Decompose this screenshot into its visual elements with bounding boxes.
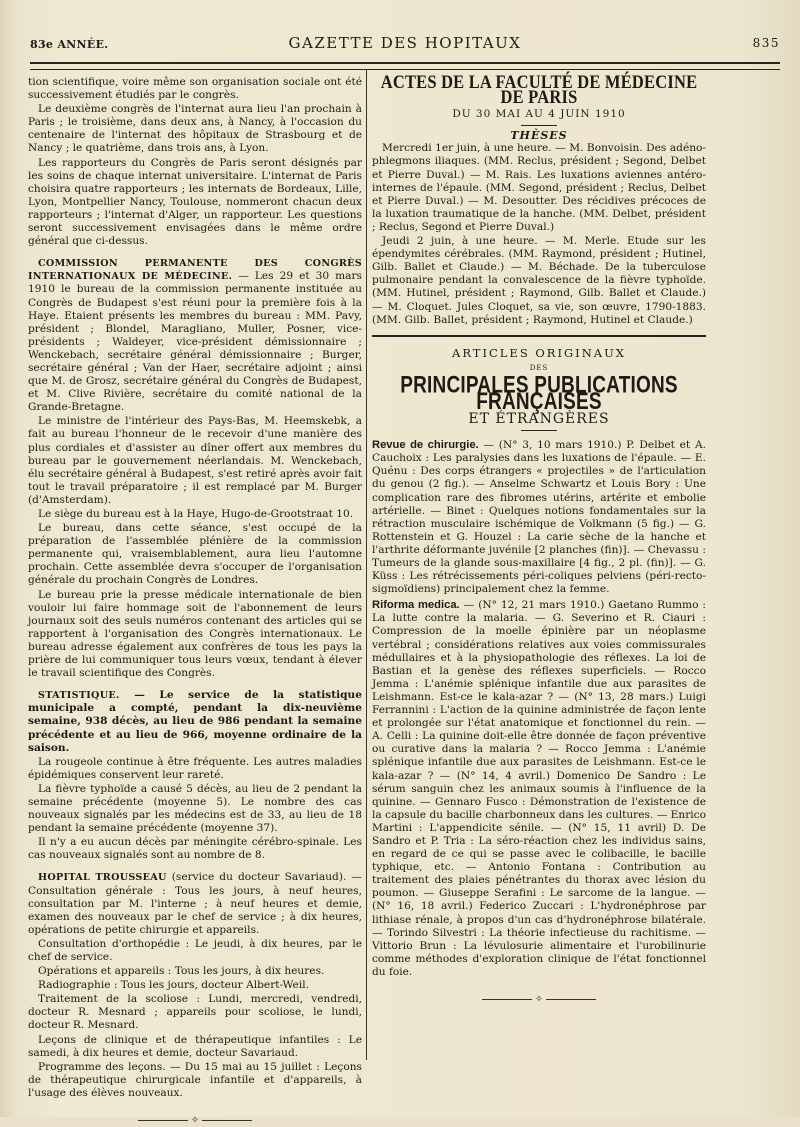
paragraph: Il n'y a eu aucun décès par méningite cérébro-spinale. Les cas nouveaux signalés sont au nombre de 8.: [28, 836, 362, 862]
paragraph: Programme des leçons. — Du 15 mai au 15 juillet : Leçons de thérapeutique chirurgicale infantile et d'appareils, à l'usage des élèves nouveaux.: [28, 1060, 362, 1099]
section-heading: HOPITAL TROUSSEAU: [38, 872, 167, 884]
page-header: [30, 32, 780, 58]
paragraph: Leçons de clinique et de thérapeutique infantiles : Le samedi, à dix heures et demie, docteur Savariaud.: [28, 1033, 362, 1059]
theses-wednesday: Mercredi 1er juin, à une heure. — M. Bonvoisin. Des adéno-phlegmons iliaques. (MM. Reclus, président ; Segond, Delbet et Pierre Duval.) — M. Rais. Les luxations aviennes antéro-internes de l'épaule. (MM. Segond, président ; Reclus, Delbet et Pierre Duval.) — M. Desoutter. Des récidives précoces de la luxation traumatique de la hanche. (MM. Delbet, président ; Reclus, Segond et Pierre Duval.): [372, 142, 706, 233]
journal-name: Riforma medica.: [372, 599, 460, 612]
theses-thursday: Jeudi 2 juin, à une heure. — M. Merle. Etude sur les épendymites cérébrales. (MM. Raymond, président ; Hutinel, Gilb. Ballet et Claude.) — M. Béchade. De la tuberculose pulmonaire pendant la convalescence de la fièvre typhoïde. (MM. Hutinel, président ; Raymond, Gilb. Ballet et Claude.) — M. Cloquet. Jules Cloquet, sa vie, son œuvre, 1790-1883. (MM. Gilb. Ballet, président ; Raymond, Hutinel et Claude.): [372, 235, 706, 326]
articles-des: DES: [529, 363, 549, 372]
short-rule: [521, 125, 557, 126]
riforma-medica-entry: [372, 599, 706, 979]
hopital-section: [28, 871, 362, 936]
issue-year: 83e ANNÉE.: [30, 38, 109, 51]
section-heading: COMMISSION PERMANENTE DES CONGRÈS INTERNATIONAUX DE MÉDECINE.: [28, 258, 362, 283]
section-text: — Les 29 et 30 mars 1910 le bureau de la commission permanente instituée au Congrès de Budapest s'est réuni pour la première fois à la Haye. Etaient présents les membres du bureau : MM. Pavy, président ; Blondel, Maragliano, Muller, Posner, vice-présidents ; Waldeyer, vice-président démissionnaire ; Wenckebach, secrétaire général démissionnaire ; Burger, secrétaire général ; Van der Haer, secrétaire adjoint ; ainsi que M. de Grosz, secrétaire général du Congrès de Budapest, et M. Clive Rivière, secrétaire du comité national de la Grande-Bretagne.: [28, 270, 362, 414]
theses-heading: THÈSES: [510, 129, 568, 143]
ornament-divider: ✧: [372, 993, 706, 1006]
section-heading: STATISTIQUE.: [38, 690, 120, 702]
publications-heading: PRINCIPALES PUBLICATIONS FRANÇAISES: [400, 372, 678, 416]
right-column: [372, 70, 706, 1006]
entry-text: — (N° 12, 21 mars 1910.) Gaetano Rummo : La lutte contre la malaria. — G. Severino et R. Ciauri : Compression de la moelle épinière par un néoplasme vertébral ; considérations relatives aux voies commissurales médullaires et à la physiopathologie des réflexes. La loi de Bastian et la genèse des réflexes superficiels. — Rocco Jemma : L'anémie splénique infantile due aux parasites de Leishmann. Est-ce le kala-azar ? — (N° 13, 28 mars.) Luigi Ferrannini : L'action de la quinine administrée de façon lente et prolongée sur l'état anatomique et fonctionnel du rein. — A. Celli : La quinine doit-elle être donnée de façon préventive ou curative dans la malaria ? — Rocco Jemma : L'anémie splénique infantile due aux parasites de Leishmann. Est-ce le kala-azar ? — (N° 14, 4 avril.) Domenico De Sandro : Le sérum sanguin chez les animaux soumis à l'influence de la quinine. — Gennaro Fusco : Démonstration de l'existence de la capsule du bacille charbonneux dans les cultures. — Enrico Martini : L'appendicite sénile. — (N° 15, 11 avril) D. De Sandro et P. Tria : La séro-réaction chez les individus sains, en regard de ce qui se passe avec le colibacille, le bacille typhique, etc. — Antonio Fontana : Contribution au traitement des plaies pénétrantes du thorax avec lésion du poumon. — Giuseppe Serafini : Le sarcome de la langue. — (N° 16, 18 avril.) Federico Zuccari : L'hydronéphrose par lithiase rénale, à propos d'un cas d'hydronéphrose bilatérale. — Torindo Silvestri : La théorie infectieuse du rachitisme. — Vittorio Brun : La lévulosurie alimentaire et l'urobilinurie comme méthodes d'exploration clinique de l'état fonctionnel du foie.: [372, 599, 706, 978]
entry-text: — (N° 3, 10 mars 1910.) P. Delbet et A. Cauchoix : Les paralysies dans les luxations de l'épaule. — E. Quénu : Des corps étrangers « projectiles » de l'articulation du genou (2 fig.). — Anselme Schwartz et Louis Bory : Une complication rare des fibromes utérins, artérite et embolie artérielle. — Binet : Quelques notions fondamentales sur la rétraction musculaire ischémique de Volkmann (5 fig.) — G. Rottenstein et G. Houzel : La carie sèche de la hanche et l'arthrite déformante juvénile [2 planches (fin)]. — Chevassu : Tumeurs de la glande sous-maxillaire [4 fig., 2 pl. (fin)]. — G. Küss : Les rétrécissements péri-coliques pelviens (péri-recto-sigmoïdiens) principalement chez la femme.: [372, 439, 706, 596]
journal-name: Revue de chirurgie.: [372, 439, 479, 452]
section-text: — Le service de la statistique municipale a compté, pendant la dix-neuvième semaine, 938 décès, au lieu de 986 pendant la semaine précédente et au lieu de 966, moyenne ordinaire de la saison.: [28, 689, 362, 754]
section-text: (service du docteur Savariaud). — Consultation générale : Tous les jours, à neuf heures, consultation par M. l'interne ; à neuf heures et demie, examen des nouveaux par le chef de service ; à dix heures, opérations de petite chirurgie et appareils.: [28, 871, 362, 936]
etrangeres-heading: ET ÉTRANGÈRES: [468, 411, 610, 428]
header-rule: [30, 62, 780, 70]
articles-heading: ARTICLES ORIGINAUX: [452, 345, 626, 360]
paragraph: Traitement de la scoliose : Lundi, mercredi, vendredi, docteur R. Mesnard ; appareils pour scoliose, le lundi, docteur R. Mesnard.: [28, 993, 362, 1032]
revue-chirurgie-entry: [372, 439, 706, 596]
column-divider: [366, 70, 367, 1060]
paragraph: Le ministre de l'intérieur des Pays-Bas, M. Heemskebk, a fait au bureau l'honneur de le recevoir d'une manière des plus cordiales et d'assister au dîner offert aux membres du bureau par le gouvernement néerlandais. M. Wenckebach, élu secrétaire général à Budapest, s'est retiré après avoir fait tout le travail préparatoire ; il est remplacé par M. Burger (d'Amsterdam).: [28, 415, 362, 506]
paragraph: Le deuxième congrès de l'internat aura lieu l'an prochain à Paris ; le troisième, dans deux ans, à Nancy, à l'occasion du centenaire de l'internat des hôpitaux de Strasbourg et de Nancy ; le quatrième, dans trois ans, à Lyon.: [28, 103, 362, 155]
page-number: 835: [752, 36, 780, 50]
paragraph: Le bureau prie la presse médicale internationale de bien vouloir lui faire hommage soit de l'abonnement de leurs journaux soit des seuls numéros contenant des articles qui se rapportent à l'organisation des Congrès internationaux. Le bureau adresse également aux confrères de tous les pays la prière de lui communiquer tous leurs vœux, tendant à élever le travail scientifique des Congrès.: [28, 588, 362, 680]
paragraph: Le bureau, dans cette séance, s'est occupé de la préparation de l'assemblée plénière de la commission permanente qui, vraisemblablement, aura lieu l'automne prochain. Cette assemblée devra s'occuper de l'organisation générale du prochain Congrès de Londres.: [28, 522, 362, 587]
paragraph: Consultation d'orthopédie : Le jeudi, à dix heures, par le chef de service.: [28, 937, 362, 963]
paragraph: Opérations et appareils : Tous les jours, à dix heures.: [38, 965, 325, 978]
paragraph: Radiographie : Tous les jours, docteur Albert-Weil.: [38, 979, 309, 992]
actes-date: DU 30 MAI AU 4 JUIN 1910: [452, 108, 626, 121]
ornament-divider: ✧: [28, 1114, 362, 1127]
section-rule: [372, 335, 706, 337]
journal-title: GAZETTE DES HOPITAUX: [288, 34, 522, 52]
left-column: [28, 76, 362, 1127]
paragraph: Les rapporteurs du Congrès de Paris seront désignés par les soins de chaque internat universitaire. L'internat de Paris choisira quatre rapporteurs ; les internats de Bordeaux, Lille, Lyon, Montpellier Nancy, Toulouse, nommeront chacun deux rapporteurs ; l'internat d'Alger, un rapporteur. Les questions seront successivement envisagées dans le même ordre général que ci-dessus.: [28, 156, 362, 248]
paragraph: Le siège du bureau est à la Haye, Hugo-de-Grootstraat 10.: [38, 508, 354, 520]
paragraph: La rougeole continue à être fréquente. Les autres maladies épidémiques conservent leur rareté.: [28, 755, 362, 781]
short-rule: [521, 430, 557, 431]
statistique-section: [28, 689, 362, 754]
paragraph: tion scientifique, voire même son organisation sociale ont été successivement étudiés par le congrès.: [28, 76, 362, 102]
actes-heading: ACTES DE LA FACULTÉ DE MÉDECINE DE PARIS: [380, 70, 698, 108]
commission-section: [28, 257, 362, 414]
paragraph: La fièvre typhoïde a causé 5 décès, au lieu de 2 pendant la semaine précédente (moyenne 5). Le nombre des cas nouveaux signalés par les médecins est de 33, au lieu de 18 pendant la semaine précédente (moyenne 37).: [28, 782, 362, 835]
